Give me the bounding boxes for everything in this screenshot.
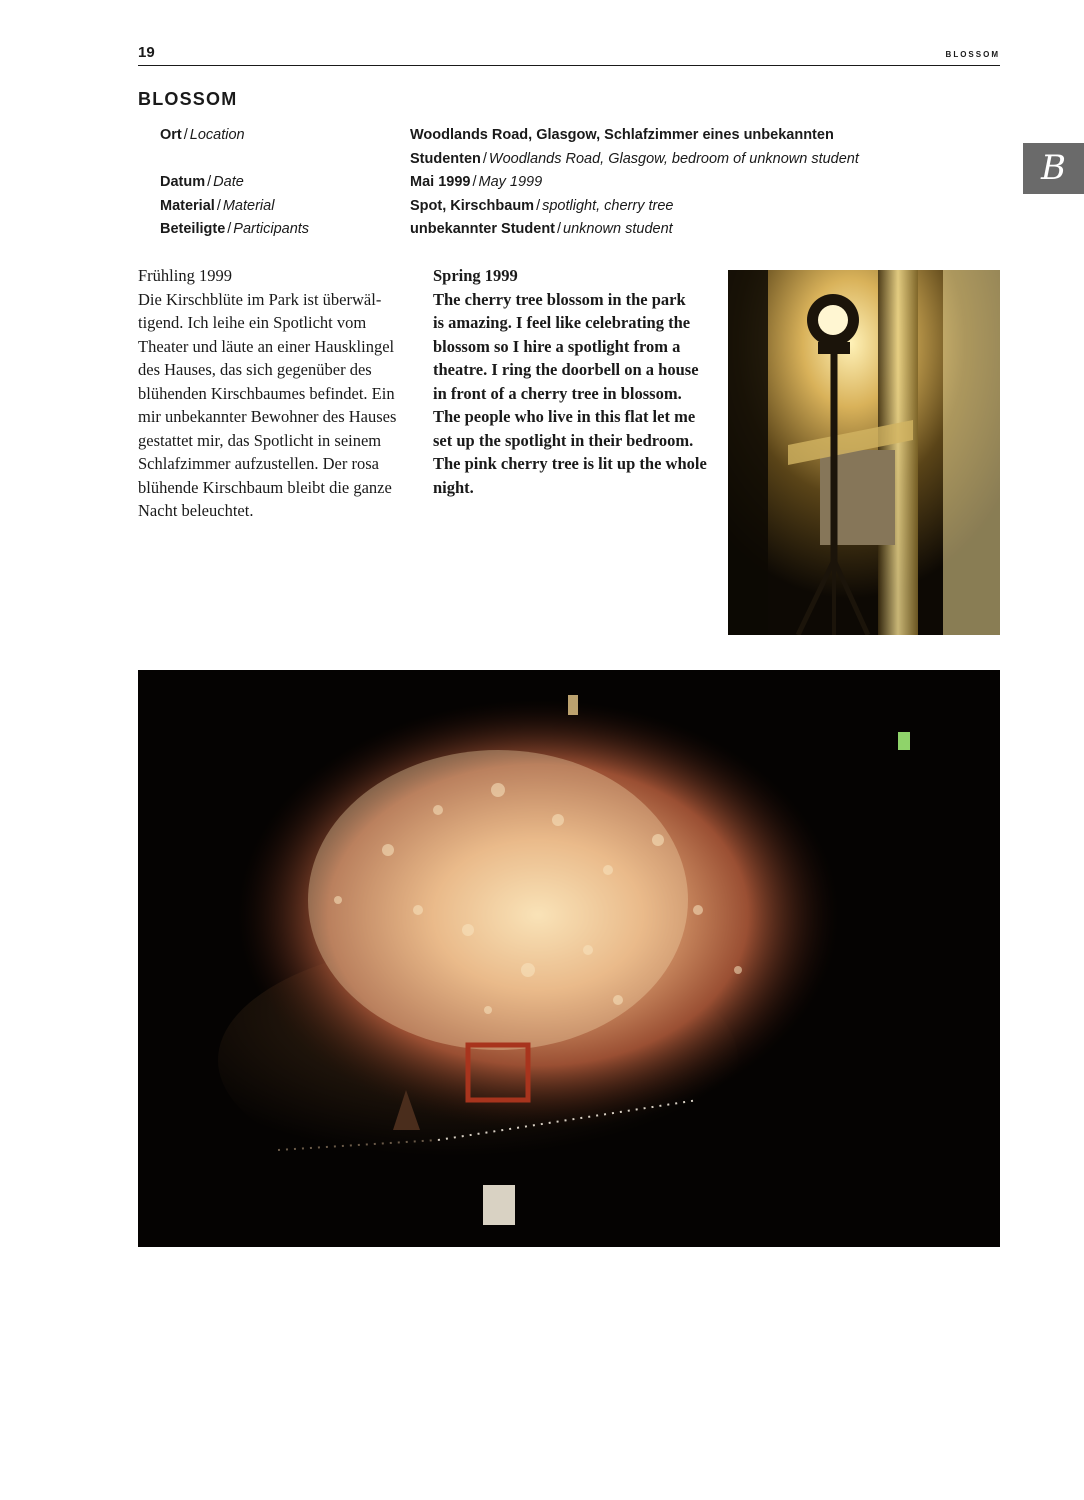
- meta-values: [410, 124, 970, 242]
- english-line: Spring 1999: [433, 266, 518, 285]
- meta-label-spacer: [160, 148, 309, 172]
- german-line: mir unbekannter Bewohner des Hauses: [138, 407, 397, 426]
- page-number: 19: [138, 44, 155, 61]
- german-line: Die Kirschblüte im Park ist überwäl-: [138, 289, 382, 309]
- german-text-column: [138, 264, 413, 523]
- german-line: gestattet mir, das Spotlicht in seinem: [138, 430, 382, 450]
- meta-labels: [160, 124, 309, 242]
- english-line: The people who live in this flat let me: [433, 407, 696, 426]
- english-line: blossom so I hire a spotlight from a: [433, 336, 681, 356]
- meta-value-date: Mai 1999 / May 1999: [410, 174, 543, 190]
- english-line: The pink cherry tree is lit up the whole: [433, 454, 707, 473]
- meta-value-material: Spot, Kirschbaum / spotlight, cherry tree: [410, 197, 674, 214]
- meta-value-location-line1: Woodlands Road, Glasgow, Schlafzimmer eines unbekannten: [410, 127, 834, 143]
- german-line: blühenden Kirschbaumes befindet. Ein: [138, 383, 395, 403]
- english-line: set up the spotlight in their bedroom.: [433, 430, 694, 450]
- running-head: BLOSSOM: [945, 50, 1000, 59]
- english-line: is amazing. I feel like celebrating the: [433, 313, 691, 332]
- meta-label-location: Ort / Location: [160, 127, 245, 143]
- german-line: tigend. Ich leihe ein Spotlicht vom: [138, 313, 367, 332]
- english-line: theatre. I ring the doorbell on a house: [433, 360, 699, 379]
- german-line: Nacht beleuchtet.: [138, 501, 254, 520]
- meta-value-location-line2: Studenten / Woodlands Road, Glasgow, bedroom of unknown student: [410, 150, 859, 167]
- german-line: Schlafzimmer aufzustellen. Der rosa: [138, 454, 379, 473]
- english-line: in front of a cherry tree in blossom.: [433, 383, 682, 403]
- spotlight-photo: [728, 270, 1000, 635]
- english-line: The cherry tree blossom in the park: [433, 289, 686, 309]
- meta-label-material: Material / Material: [160, 197, 275, 214]
- meta-label-date: Datum / Date: [160, 174, 244, 190]
- cherry-tree-photo: [138, 670, 1000, 1247]
- english-line: night.: [433, 477, 474, 497]
- german-line: blühende Kirschbaum bleibt die ganze: [138, 477, 392, 497]
- german-line: des Hauses, das sich gegenüber des: [138, 360, 372, 379]
- english-text-column: [433, 264, 718, 499]
- meta-label-participants: Beteiligte / Participants: [160, 221, 310, 237]
- section-title: BLOSSOM: [138, 89, 238, 109]
- meta-value-participants: unbekannter Student / unknown student: [410, 221, 673, 237]
- german-line: Theater und läute an einer Hausklingel: [138, 336, 395, 356]
- german-line: Frühling 1999: [138, 266, 232, 285]
- section-tab-marker: B: [1023, 143, 1084, 194]
- header-rule: [138, 65, 1000, 66]
